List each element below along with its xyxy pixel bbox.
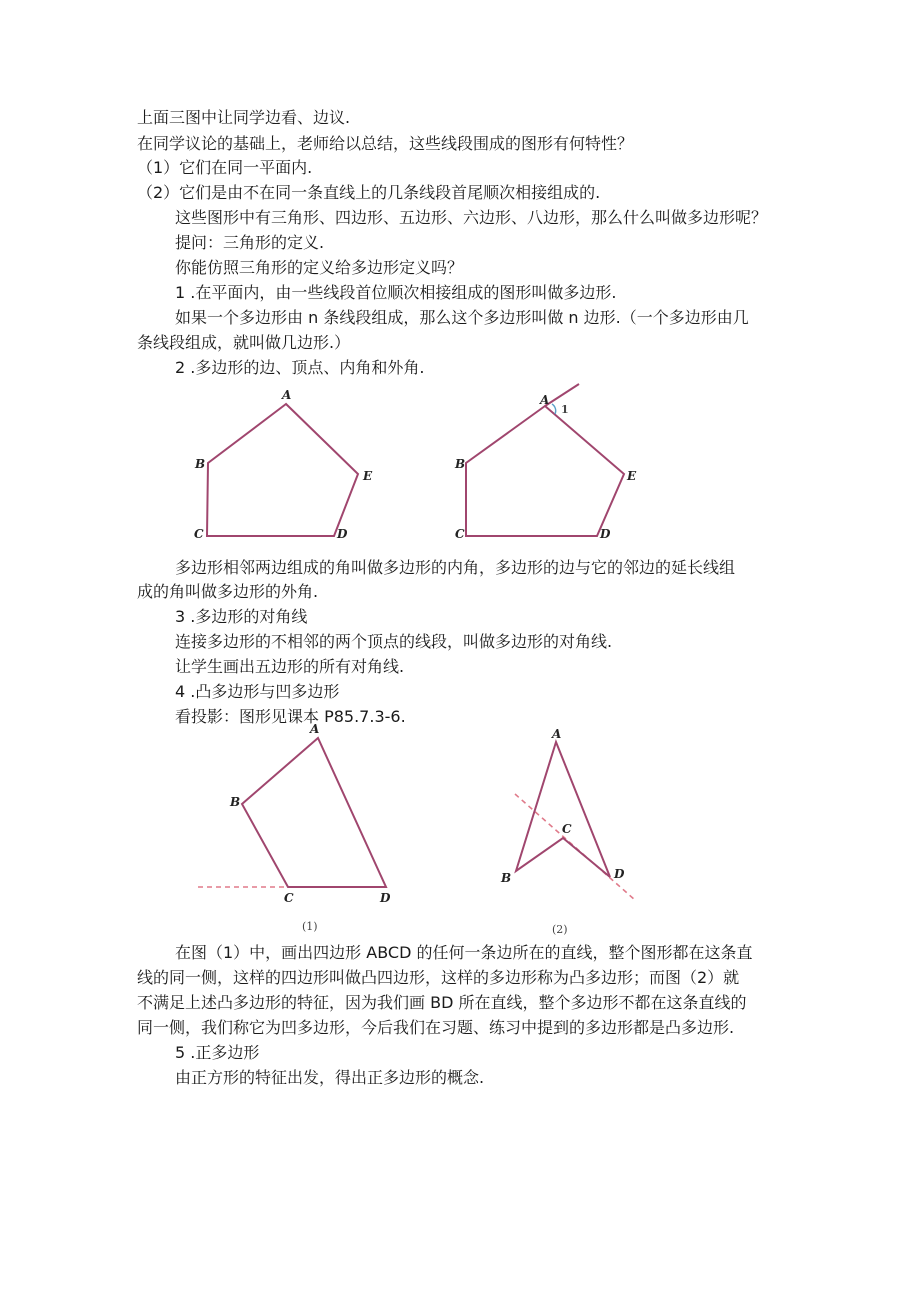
text-line-16: 让学生画出五边形的所有对角线. (175, 657, 405, 676)
text-line-12: 多边形相邻两边组成的角叫做多边形的内角，多边形的边与它的邻边的延长线组 (175, 558, 736, 577)
pentagon-figures (185, 380, 637, 550)
convex-quadrilateral-shape (242, 738, 386, 887)
text-line-13: 成的角叫做多边形的外角. (137, 582, 319, 601)
text-line-7: 你能仿照三角形的定义给多边形定义吗？ (175, 258, 464, 277)
convex-concave-figures (190, 720, 650, 940)
text-line-22: 同一侧，我们称它为凹多边形，今后我们在习题、练习中提到的多边形都是凸多边形. (137, 1018, 735, 1037)
vertex-label-b: B (195, 457, 206, 471)
text-line-5: 这些图形中有三角形、四边形、五边形、六边形、八边形，那么什么叫做多边形呢？ (175, 208, 768, 227)
text-line-24: 由正方形的特征出发，得出正多边形的概念. (175, 1068, 485, 1087)
text-line-11: 2 .多边形的边、顶点、内角和外角. (175, 358, 425, 377)
text-line-23: 5 .正多边形 (175, 1043, 260, 1062)
vertex-label-c: C (562, 822, 572, 836)
text-line-20: 线的同一侧，这样的四边形叫做凸四边形，这样的多边形称为凸多边形；而图（2）就 (137, 968, 740, 987)
text-line-9: 如果一个多边形由 n 条线段组成，那么这个多边形叫做 n 边形.（一个多边形由几 (175, 308, 749, 327)
vertex-label-a: A (310, 722, 320, 736)
text-line-15: 连接多边形的不相邻的两个顶点的线段，叫做多边形的对角线. (175, 632, 613, 651)
vertex-label-d: D (600, 527, 611, 541)
text-line-21: 不满足上述凸多边形的特征，因为我们画 BD 所在直线，整个多边形不都在这条直线的 (137, 993, 747, 1012)
vertex-label-b: B (455, 457, 466, 471)
text-line-6: 提问：三角形的定义. (175, 233, 325, 252)
concave-quadrilateral (500, 727, 635, 936)
pentagon-right (454, 384, 637, 541)
vertex-label-d: D (337, 527, 348, 541)
pentagon-right-shape (466, 406, 624, 536)
vertex-label-c: C (284, 891, 294, 905)
text-line-19: 在图（1）中，画出四边形 ABCD 的任何一条边所在的直线，整个图形都在这条直 (175, 943, 753, 962)
pentagon-left (194, 388, 373, 541)
figure-caption-2: (2) (552, 923, 568, 936)
vertex-label-a: A (552, 727, 562, 741)
vertex-label-d: D (614, 867, 625, 881)
vertex-label-e: E (363, 469, 373, 483)
text-line-2: 在同学议论的基础上，老师给以总结，这些线段围成的图形有何特性？ (137, 134, 634, 153)
vertex-label-a: A (282, 388, 292, 402)
vertex-label-d: D (380, 891, 391, 905)
text-line-3: （1）它们在同一平面内. (137, 158, 313, 177)
text-line-4: （2）它们是由不在同一条直线上的几条线段首尾顺次相接组成的. (137, 183, 601, 202)
vertex-label-c: C (455, 527, 465, 541)
vertex-label-e: E (627, 469, 637, 483)
figure-caption-1: (1) (302, 920, 318, 933)
text-line-10: 条线段组成，就叫做几边形.） (137, 333, 351, 352)
text-line-1: 上面三图中让同学边看、边议. (137, 108, 351, 127)
text-line-8: 1 .在平面内，由一些线段首位顺次相接组成的图形叫做多边形. (175, 283, 617, 302)
vertex-label-b: B (501, 871, 512, 885)
text-line-17: 4 .凸多边形与凹多边形 (175, 682, 340, 701)
pentagon-left-shape (207, 404, 358, 536)
vertex-label-c: C (194, 527, 204, 541)
angle-label-1: 1 (561, 403, 569, 416)
concave-quadrilateral-shape (516, 742, 610, 877)
text-line-18: 看投影：图形见课本 P85.7.3-6. (175, 707, 406, 726)
vertex-label-b: B (230, 795, 241, 809)
text-line-14: 3 .多边形的对角线 (175, 607, 308, 626)
vertex-label-a: A (540, 393, 550, 407)
convex-quadrilateral (198, 722, 391, 933)
